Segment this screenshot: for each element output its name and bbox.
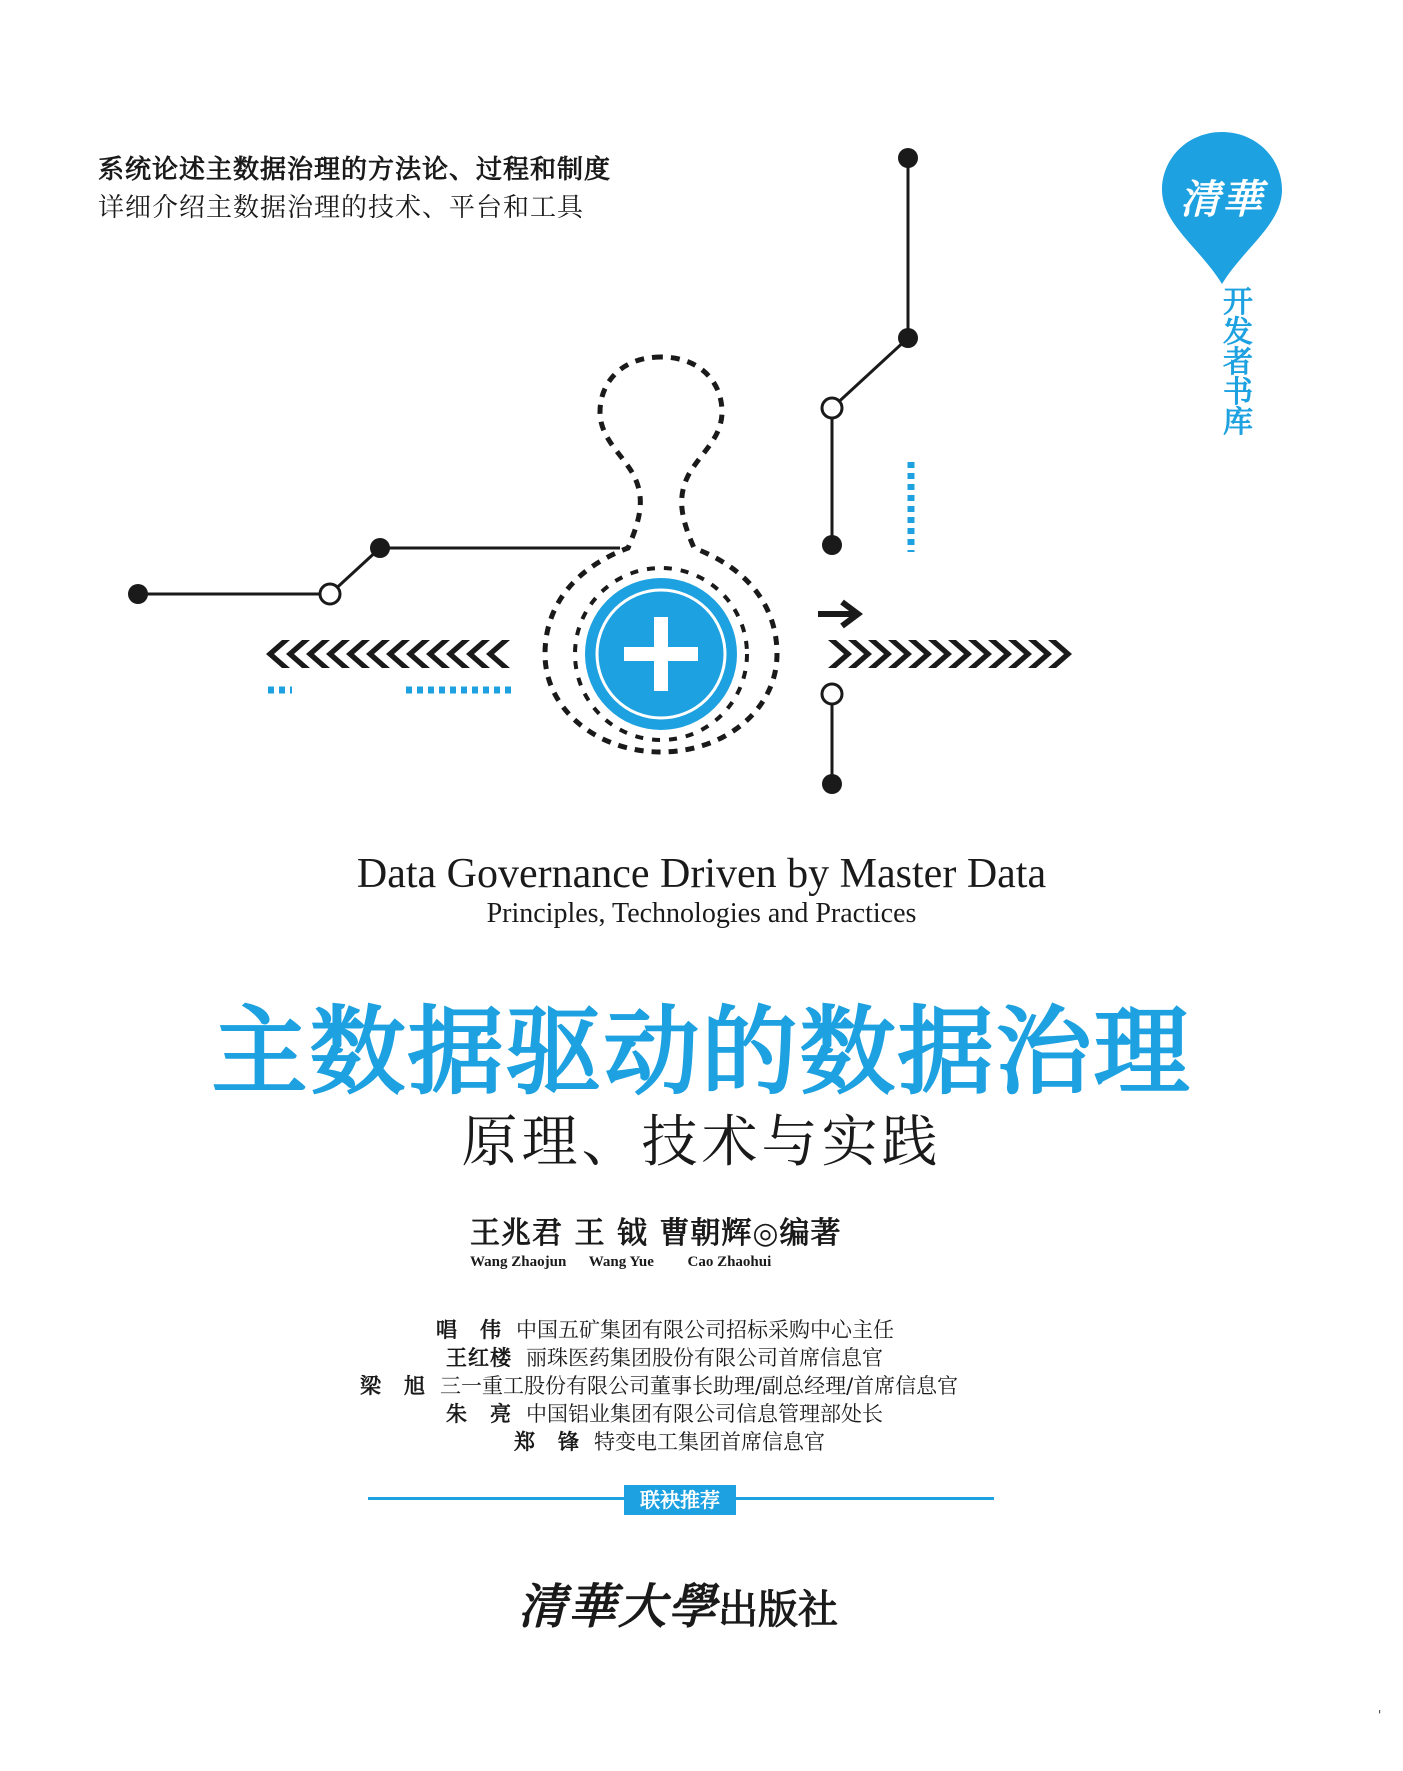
chevrons-left xyxy=(266,640,510,668)
authors-cn: 王兆君 王 钺 曹朝辉◎编著 xyxy=(470,1216,842,1251)
recommender-name: 郑 锋 xyxy=(514,1430,580,1454)
author-en: Wang Yue xyxy=(588,1254,654,1270)
recommender-name: 唱 伟 xyxy=(436,1318,502,1342)
title-english: Data Governance Driven by Master Data xyxy=(356,851,1047,897)
recommender-title: 三一重工股份有限公司董事长助理/副总经理/首席信息官 xyxy=(440,1374,959,1398)
recommender-title: 中国铝业集团有限公司信息管理部处长 xyxy=(526,1402,883,1426)
series-name: 开发者书库 xyxy=(1223,285,1253,440)
recommender-title: 中国五矿集团有限公司招标采购中心主任 xyxy=(516,1318,894,1342)
node-ring xyxy=(822,684,842,704)
publisher-logo xyxy=(518,1568,838,1637)
title-chinese: 主数据驱动的数据治理 xyxy=(211,996,1192,1108)
author-en: Wang Zhaojun xyxy=(470,1254,567,1270)
node-dot xyxy=(370,538,390,558)
node-dot xyxy=(128,584,148,604)
node-dot xyxy=(898,148,918,168)
recommender-row xyxy=(446,1344,883,1372)
publisher-script: 清華大學 xyxy=(518,1579,719,1635)
authors-block xyxy=(470,1208,930,1271)
recommender-row xyxy=(436,1316,894,1344)
recommender-title: 特变电工集团首席信息官 xyxy=(594,1430,825,1454)
author-en: Cao Zhaohui xyxy=(687,1254,772,1270)
recommender-name: 朱 亮 xyxy=(446,1402,512,1426)
node-dot xyxy=(822,774,842,794)
tagline-secondary: 详细介绍主数据治理的技术、平台和工具 xyxy=(98,193,585,223)
edge-mark: ' xyxy=(1378,1708,1382,1722)
series-logo-text: 清華 xyxy=(1180,176,1264,223)
circuit-line-right-bottom xyxy=(822,684,842,794)
recommender-row xyxy=(446,1400,883,1428)
recommend-badge: 联袂推荐 xyxy=(624,1485,736,1515)
right-arrow-icon xyxy=(818,602,858,626)
node-dot xyxy=(898,328,918,348)
subtitle-english: Principles, Technologies and Practices xyxy=(486,898,917,929)
cover-graphic xyxy=(0,120,1403,820)
node-ring xyxy=(320,584,340,604)
recommender-name: 王红楼 xyxy=(446,1346,512,1370)
node-dot xyxy=(822,535,842,555)
circuit-line-right-top xyxy=(822,148,918,555)
subtitle-chinese: 原理、技术与实践 xyxy=(461,1110,942,1175)
circuit-line-left xyxy=(128,538,620,604)
tagline-primary: 系统论述主数据治理的方法论、过程和制度 xyxy=(98,155,612,185)
recommender-name: 梁 旭 xyxy=(360,1374,426,1398)
authors-en xyxy=(470,1254,930,1271)
recommender-row xyxy=(360,1372,958,1400)
chevrons-right xyxy=(828,640,1072,668)
recommender-row xyxy=(514,1428,825,1456)
publisher-tail: 出版社 xyxy=(718,1586,839,1633)
node-ring xyxy=(822,398,842,418)
recommender-title: 丽珠医药集团股份有限公司首席信息官 xyxy=(526,1346,883,1370)
